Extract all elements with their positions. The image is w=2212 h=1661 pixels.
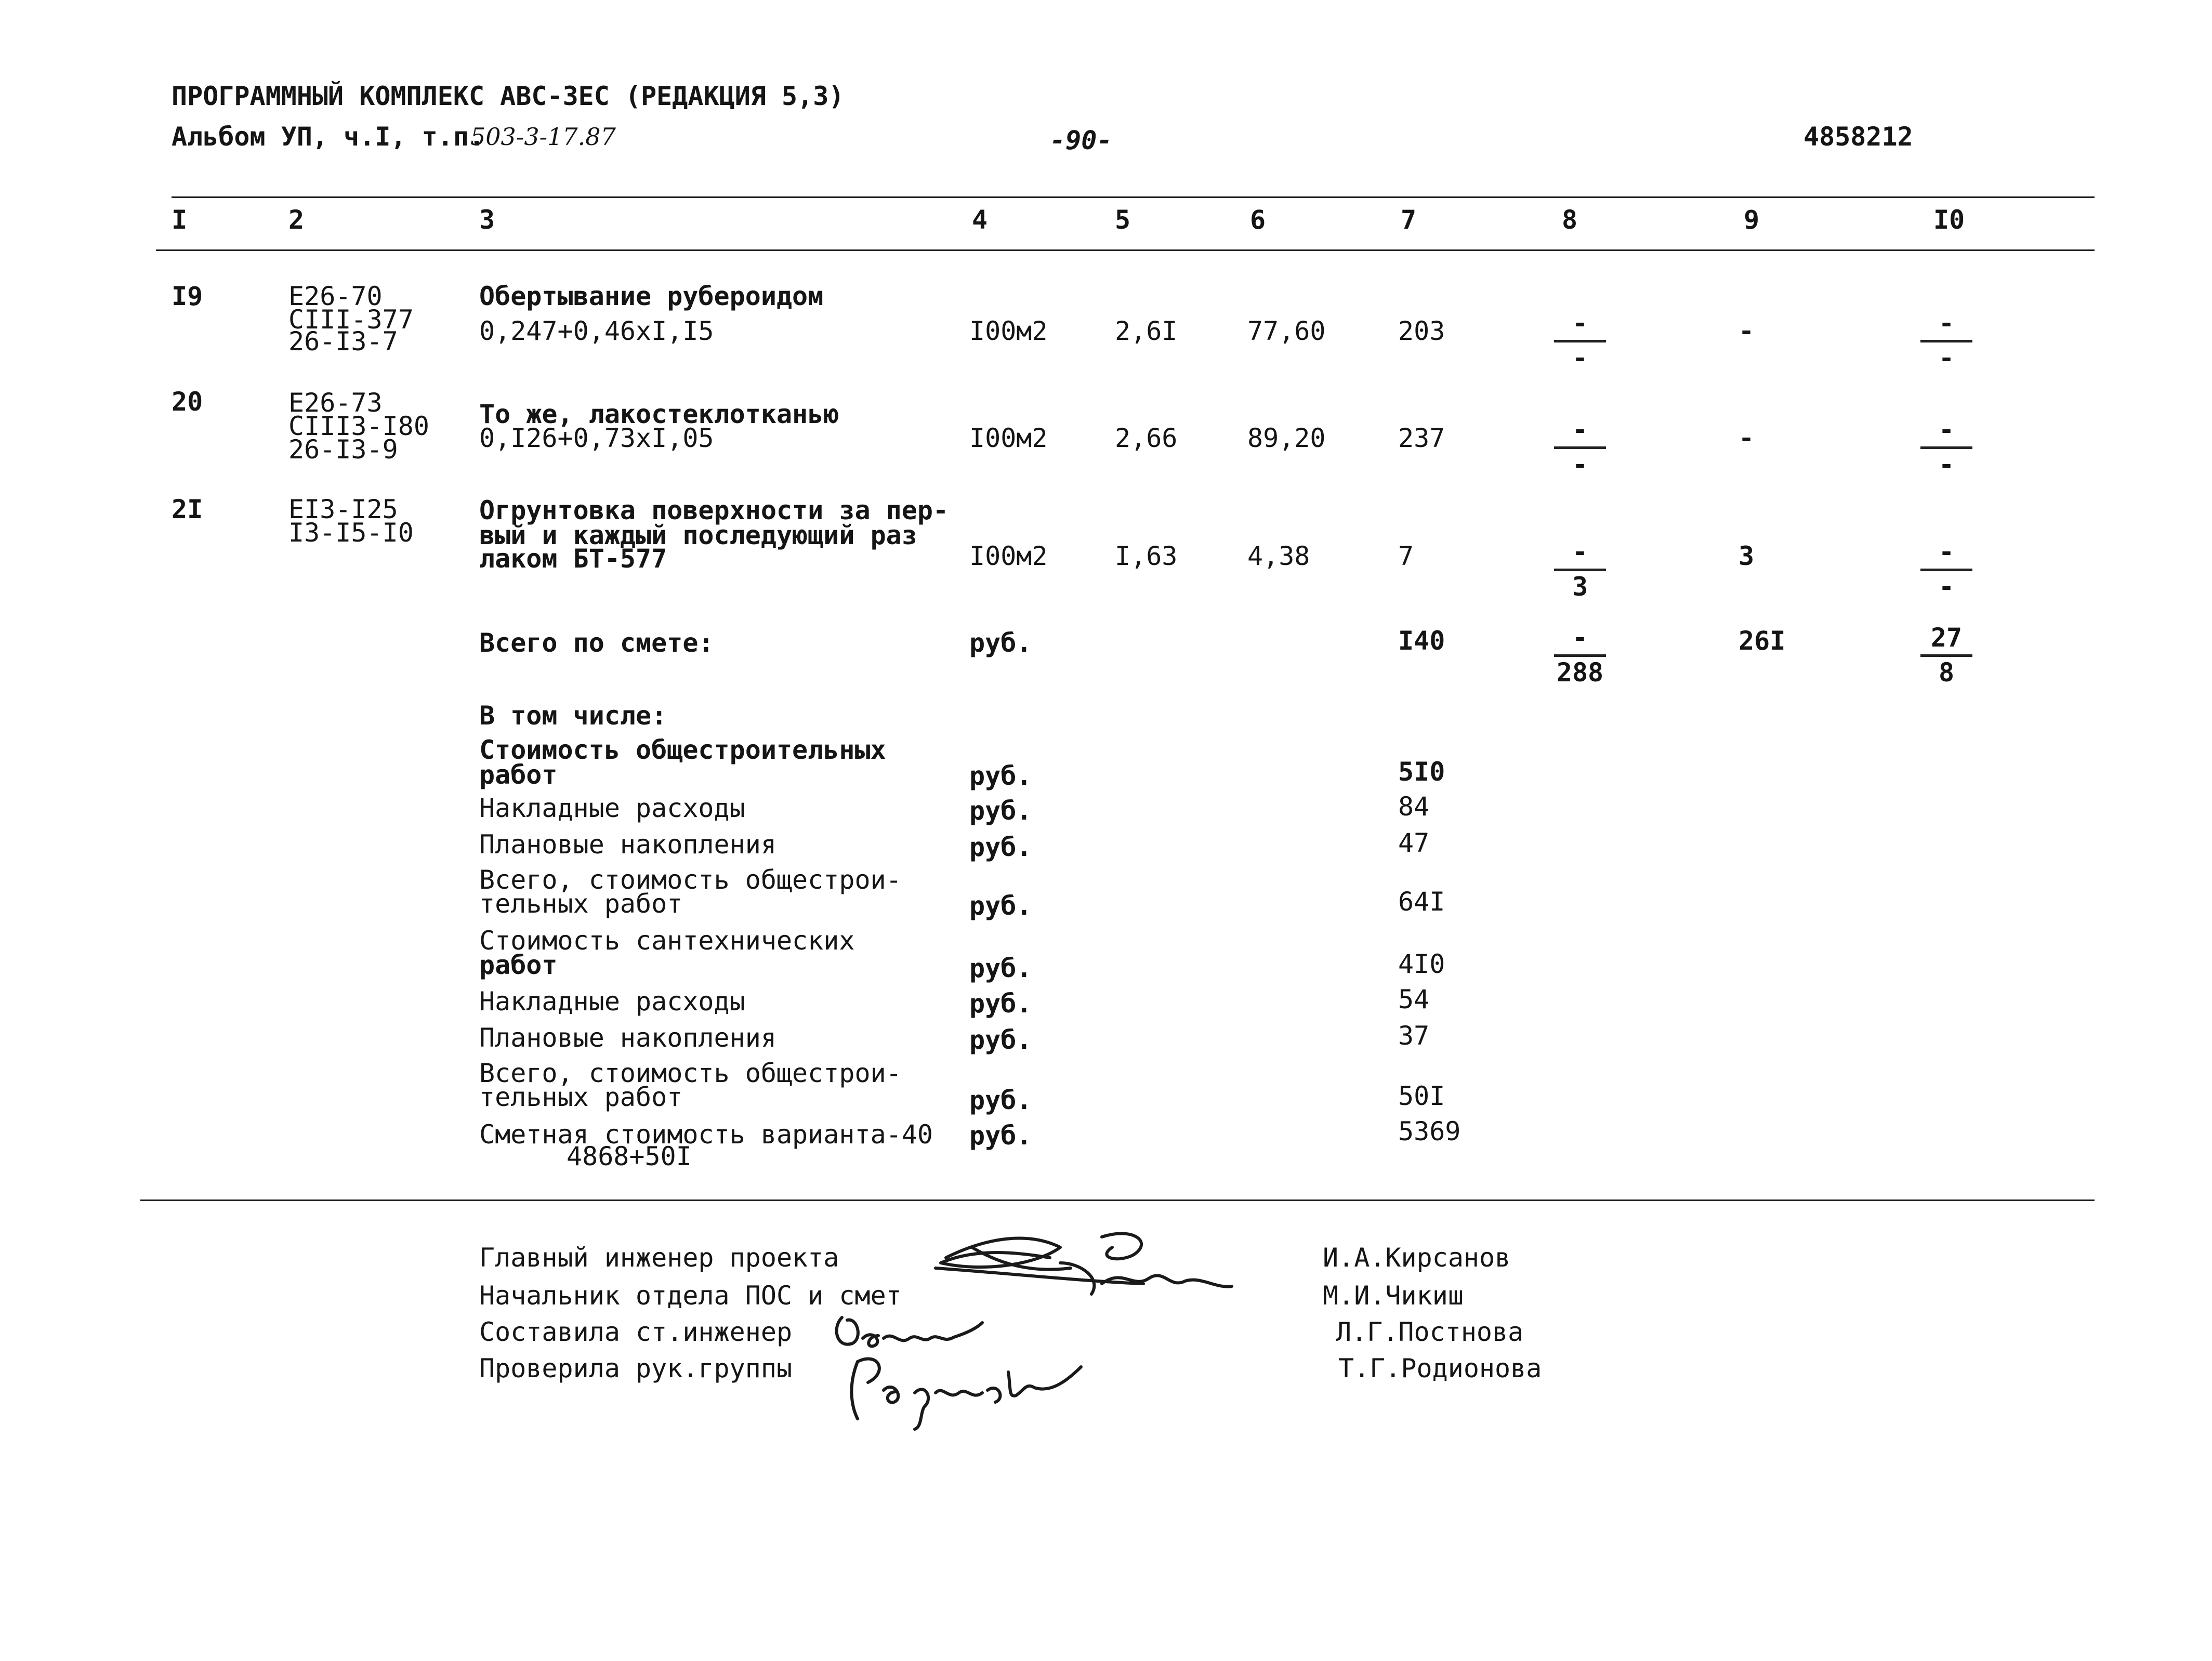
breakdown-value: 5I0 bbox=[1398, 757, 1445, 787]
breakdown-unit: руб. bbox=[969, 953, 1032, 983]
col-header-6: 6 bbox=[1250, 205, 1266, 235]
breakdown-value: 47 bbox=[1398, 828, 1430, 858]
rate-code: Е26-70 bbox=[288, 281, 383, 311]
total-cost: I40 bbox=[1398, 626, 1445, 656]
col8-fraction: - 288 bbox=[1554, 626, 1606, 685]
rate-code: СIII-377 bbox=[288, 305, 414, 335]
work-description: вый и каждый последующий раз bbox=[479, 520, 917, 550]
breakdown-unit: руб. bbox=[969, 1085, 1032, 1115]
breakdown-label: Всего, стоимость общестрои- bbox=[479, 865, 902, 895]
breakdown-value: 84 bbox=[1398, 792, 1430, 822]
col10-fraction: - - bbox=[1920, 418, 1972, 477]
signature-role: Составила ст.инженер bbox=[479, 1317, 793, 1347]
quantity: I,63 bbox=[1115, 541, 1178, 571]
unit: I00м2 bbox=[969, 423, 1048, 453]
breakdown-value: 37 bbox=[1398, 1021, 1430, 1051]
breakdown-label: тельных работ bbox=[479, 889, 683, 919]
unit: I00м2 bbox=[969, 316, 1048, 346]
unit-price: 4,38 bbox=[1247, 541, 1310, 571]
breakdown-value: 50I bbox=[1398, 1081, 1445, 1111]
work-formula: 0,I26+0,73хI,05 bbox=[479, 423, 714, 453]
col10-fraction: - - bbox=[1920, 312, 1972, 371]
col8-fraction: - 3 bbox=[1554, 541, 1606, 599]
breakdown-label: 4868+50I bbox=[567, 1141, 692, 1171]
footer-rule bbox=[140, 1199, 2095, 1201]
breakdown-unit: руб. bbox=[969, 1025, 1032, 1055]
col9-value: - bbox=[1739, 316, 1755, 346]
breakdown-label: работ bbox=[479, 760, 558, 790]
breakdown-title: В том числе: bbox=[479, 701, 667, 731]
quantity: 2,6I bbox=[1115, 316, 1178, 346]
col9-value: 26I bbox=[1739, 626, 1786, 656]
breakdown-unit: руб. bbox=[969, 988, 1032, 1019]
breakdown-label: Всего, стоимость общестрои- bbox=[479, 1058, 902, 1088]
signature-role: Главный инженер проекта bbox=[479, 1243, 839, 1273]
col9-value: 3 bbox=[1739, 541, 1755, 571]
breakdown-value: 64I bbox=[1398, 887, 1445, 917]
signature-role: Начальник отдела ПОС и смет bbox=[479, 1281, 902, 1311]
quantity: 2,66 bbox=[1115, 423, 1178, 453]
breakdown-value: 5369 bbox=[1398, 1116, 1461, 1146]
signature-role: Проверила рук.группы bbox=[479, 1353, 793, 1383]
page-number: -90- bbox=[1050, 125, 1113, 155]
breakdown-value: 54 bbox=[1398, 984, 1430, 1014]
header-top-rule bbox=[172, 196, 2095, 198]
total-cost: 7 bbox=[1398, 541, 1414, 571]
breakdown-label: Плановые накопления bbox=[479, 1023, 776, 1053]
col10-fraction: - - bbox=[1920, 541, 1972, 599]
total-cost: 203 bbox=[1398, 316, 1445, 346]
row-number: I9 bbox=[172, 281, 203, 311]
rate-code: Е26-73 bbox=[288, 388, 383, 418]
unit-price: 89,20 bbox=[1247, 423, 1326, 453]
breakdown-label: тельных работ bbox=[479, 1082, 683, 1112]
rate-code: 26-I3-9 bbox=[288, 434, 398, 465]
rate-code: ЕI3-I25 bbox=[288, 494, 398, 524]
breakdown-unit: руб. bbox=[969, 796, 1032, 826]
unit-price: 77,60 bbox=[1247, 316, 1326, 346]
signature-name: М.И.Чикиш bbox=[1323, 1281, 1464, 1311]
breakdown-label: работ bbox=[479, 950, 558, 980]
column-header-rule bbox=[156, 249, 2095, 251]
album-project-number: 503-3-17.87 bbox=[470, 123, 616, 151]
work-description: То же, лакостеклотканью bbox=[479, 399, 839, 429]
signature-name: И.А.Кирсанов bbox=[1323, 1243, 1511, 1273]
rate-code: СIII3-I80 bbox=[288, 411, 429, 441]
col-header-7: 7 bbox=[1401, 205, 1417, 235]
breakdown-label: Плановые накопления bbox=[479, 829, 776, 860]
col10-fraction: 27 8 bbox=[1920, 626, 1972, 685]
program-title: ПРОГРАММНЫЙ КОМПЛЕКС АВС-ЗЕС (РЕДАКЦИЯ 5,3) bbox=[172, 81, 845, 111]
breakdown-unit: руб. bbox=[969, 761, 1032, 791]
col-header-3: 3 bbox=[479, 205, 495, 235]
breakdown-unit: руб. bbox=[969, 1120, 1032, 1151]
breakdown-label: Стоимость сантехнических bbox=[479, 926, 855, 956]
total-cost: 237 bbox=[1398, 423, 1445, 453]
breakdown-label: Стоимость общестроительных bbox=[479, 735, 886, 765]
album-prefix: Альбом УП, ч.I, т.п. bbox=[172, 122, 485, 152]
col-header-8: 8 bbox=[1562, 205, 1578, 235]
rate-code: I3-I5-I0 bbox=[288, 518, 414, 548]
breakdown-label: Накладные расходы bbox=[479, 986, 745, 1017]
col-header-1: I bbox=[172, 205, 188, 235]
breakdown-label: Сметная стоимость варианта-40 bbox=[479, 1119, 933, 1150]
col-header-10: I0 bbox=[1933, 205, 1965, 235]
col-header-4: 4 bbox=[972, 205, 988, 235]
col-header-5: 5 bbox=[1115, 205, 1131, 235]
grand-total-label: Всего по смете: bbox=[479, 628, 714, 658]
work-description: Обертывание рубероидом bbox=[479, 281, 824, 311]
unit: I00м2 bbox=[969, 541, 1048, 571]
work-description: Огрунтовка поверхности за пер- bbox=[479, 495, 949, 525]
col8-fraction: - - bbox=[1554, 418, 1606, 477]
work-formula: 0,247+0,46хI,I5 bbox=[479, 316, 714, 346]
breakdown-label: Накладные расходы bbox=[479, 793, 745, 823]
signature-name: Л.Г.Постнова bbox=[1336, 1317, 1524, 1347]
breakdown-unit: руб. bbox=[969, 891, 1032, 921]
rate-code: 26-I3-7 bbox=[288, 326, 398, 357]
breakdown-value: 4I0 bbox=[1398, 949, 1445, 979]
signature-name: Т.Г.Родионова bbox=[1338, 1353, 1542, 1383]
handwritten-signature bbox=[925, 1227, 1247, 1320]
unit: руб. bbox=[969, 628, 1032, 658]
breakdown-unit: руб. bbox=[969, 832, 1032, 862]
col8-fraction: - - bbox=[1554, 312, 1606, 371]
col-header-2: 2 bbox=[288, 205, 305, 235]
work-description: лаком БТ-577 bbox=[479, 544, 667, 574]
col9-value: - bbox=[1739, 423, 1755, 453]
handwritten-signature bbox=[837, 1341, 1097, 1434]
row-number: 20 bbox=[172, 387, 203, 417]
row-number: 2I bbox=[172, 494, 203, 524]
col-header-9: 9 bbox=[1744, 205, 1760, 235]
document-number: 4858212 bbox=[1803, 122, 1913, 152]
